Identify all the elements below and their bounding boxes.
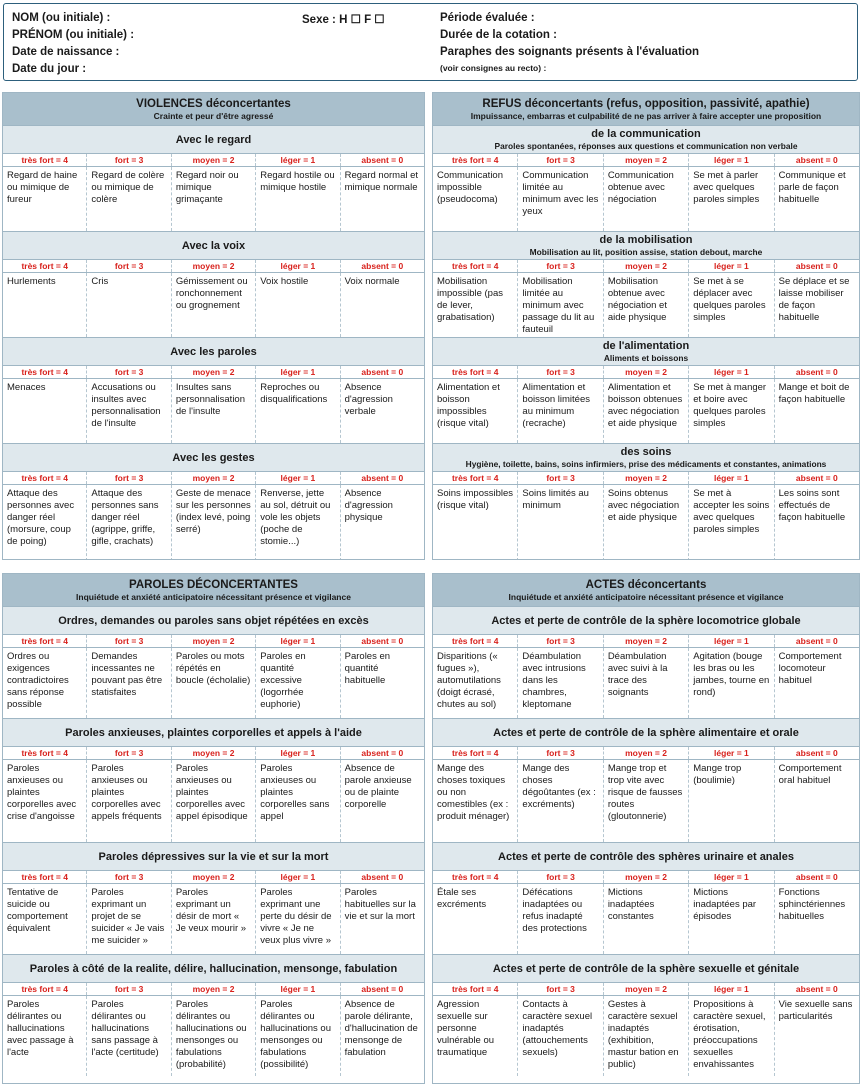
score-cell[interactable]: Paroles exprimant une perte du désir de vivre « Je ne veux plus vivre » [255,884,339,954]
cell-row [3,884,424,954]
paroles-subtitle: Inquiétude et anxiété anticipatoire nécessitant présence et vigilance [76,592,351,602]
score-cell[interactable]: Paroles ou mots répétés en boucle (écholalie) [171,648,255,718]
level-label: moyen = 2 [603,871,688,883]
level-label: fort = 3 [517,366,602,378]
cell-row [3,996,424,1076]
score-cell[interactable]: Voix hostile [255,273,339,337]
level-row [433,746,859,760]
score-cell[interactable]: Reproches ou disqualifications [255,379,339,443]
cell-row [433,273,859,337]
violences-section-paroles-title: Avec les paroles [3,337,424,365]
score-cell[interactable]: Ordres ou exigences contradictoires sans réponse possible [7,651,69,710]
level-label: absent = 0 [774,366,859,378]
level-label: fort = 3 [517,747,602,759]
level-label: moyen = 2 [603,260,688,272]
level-label: moyen = 2 [171,747,255,759]
level-label: absent = 0 [340,983,424,995]
level-label: léger = 1 [255,154,339,166]
actes-section-alimentaire-title: Actes et perte de contrôle de la sphère alimentaire et orale [433,718,859,746]
level-label: moyen = 2 [603,366,688,378]
score-cell[interactable]: Paroles en quantité habituelle [340,648,424,718]
score-cell[interactable]: Accusations ou insultes avec personnalisation de l'insulte [86,379,170,443]
refus-section-mobilisation [433,231,859,259]
level-label: moyen = 2 [603,472,688,484]
cell-row [433,379,859,443]
level-label: très fort = 4 [21,872,68,882]
score-cell[interactable]: Alimentation et boisson obtenues avec négociation et aide physique [603,379,688,443]
level-label: très fort = 4 [451,872,499,882]
score-cell[interactable]: Cris [86,273,170,337]
cell-row [3,648,424,718]
level-row [3,982,424,996]
section-title: des soins [620,446,672,458]
level-label: fort = 3 [517,154,602,166]
score-cell[interactable]: Tentative de suicide ou comportement équivalent [7,887,68,934]
duree-field[interactable]: Durée de la cotation : [440,29,557,41]
score-cell[interactable]: Paroles anxieuses ou plaintes corporelles sans appel [255,760,339,842]
score-cell[interactable]: Mange et boit de façon habituelle [774,379,859,443]
violences-section-gestes-title: Avec les gestes [3,443,424,471]
actes-subtitle: Inquiétude et anxiété anticipatoire nécessitant présence et vigilance [508,592,784,602]
level-label: très fort = 4 [21,636,68,646]
sexe-field[interactable]: Sexe : H ☐ F ☐ [302,14,385,26]
refus-title: REFUS déconcertants (refus, opposition, passivité, apathie) [482,98,810,110]
cell-row [433,996,859,1076]
level-label: fort = 3 [517,472,602,484]
score-cell[interactable]: Absence de parole délirante, d'hallucination de mensonge de fabulation [340,996,424,1076]
level-label: moyen = 2 [171,871,255,883]
score-cell[interactable]: Absence d'agression verbale [340,379,424,443]
consignes-note: (voir consignes au recto) : [440,63,547,73]
level-label: très fort = 4 [451,473,499,483]
level-row [3,746,424,760]
section-subtitle: Paroles spontanées, réponses aux questions et communication non verbale [494,141,798,151]
actes-box [432,573,860,1084]
level-label: très fort = 4 [21,367,68,377]
level-label: léger = 1 [688,983,773,995]
score-cell[interactable]: Communication obtenue avec négociation [603,167,688,231]
score-cell[interactable]: Absence d'agression physique [340,485,424,560]
level-label: très fort = 4 [451,261,499,271]
level-label: absent = 0 [340,747,424,759]
cell-row [433,648,859,718]
score-cell[interactable]: Mange des choses dégoûtantes (ex : excréments) [517,760,602,842]
score-cell[interactable]: Paroles délirantes ou hallucinations avec passage à l'acte [7,999,74,1058]
level-label: fort = 3 [86,635,170,647]
score-cell[interactable]: Attaque des personnes avec danger réel (morsure, coup de poing) [7,488,75,547]
score-cell[interactable]: Agression sexuelle sur personne vulnérable ou traumatique [437,999,495,1058]
cell-row [433,884,859,954]
violences-section-voix-title: Avec la voix [3,231,424,259]
score-cell[interactable]: Paroles anxieuses ou plaintes corporelles avec appels fréquents [86,760,170,842]
level-row [3,634,424,648]
score-cell[interactable]: Geste de menace sur les personnes (index levé, poing serré) [171,485,255,560]
level-label: absent = 0 [340,366,424,378]
cell-row [3,760,424,842]
level-label: moyen = 2 [603,983,688,995]
level-label: très fort = 4 [451,748,499,758]
level-label: fort = 3 [86,154,170,166]
level-label: très fort = 4 [451,984,499,994]
score-cell[interactable]: Mobilisation impossible (pas de lever, grabatisation) [437,276,503,323]
score-cell[interactable]: Propositions à caractère sexuel, érotisation, préoccupations sexuelles envahissantes [688,996,773,1076]
level-label: léger = 1 [255,366,339,378]
level-label: fort = 3 [86,260,170,272]
level-label: absent = 0 [774,154,859,166]
score-cell[interactable]: Communique et parle de façon habituelle [774,167,859,231]
level-label: absent = 0 [774,747,859,759]
score-cell[interactable]: Hurlements [7,276,56,287]
level-row [433,471,859,485]
score-cell[interactable]: Mange trop (boulimie) [688,760,773,842]
score-cell[interactable]: Mictions inadaptées par épisodes [688,884,773,954]
level-row [433,365,859,379]
level-label: moyen = 2 [171,260,255,272]
paroles-section-anxieuses-title: Paroles anxieuses, plaintes corporelles et appels à l'aide [3,718,424,746]
paroles-title: PAROLES DÉCONCERTANTES [129,579,298,591]
level-label: léger = 1 [688,871,773,883]
level-row [3,365,424,379]
score-cell[interactable]: Contacts à caractère sexuel inadaptés (attouchements sexuels) [517,996,602,1076]
level-label: fort = 3 [517,260,602,272]
periode-field[interactable]: Période évaluée : [440,12,535,24]
level-label: fort = 3 [86,472,170,484]
violences-box [2,92,425,560]
level-label: très fort = 4 [21,984,68,994]
paroles-box [2,573,425,1084]
level-row [3,259,424,273]
level-row [433,982,859,996]
cell-row [3,167,424,231]
level-label: absent = 0 [774,472,859,484]
cell-row [3,485,424,560]
score-cell[interactable]: Se met à se déplacer avec quelques paroles simples [688,273,773,337]
paroles-section-ordres-title: Ordres, demandes ou paroles sans objet répétées en excès [3,606,424,634]
level-label: léger = 1 [255,983,339,995]
level-label: absent = 0 [774,635,859,647]
score-cell[interactable]: Comportement oral habituel [774,760,859,842]
violences-section-regard-title: Avec le regard [3,125,424,153]
section-title: de l'alimentation [602,340,690,352]
level-label: très fort = 4 [451,636,499,646]
level-label: très fort = 4 [21,473,68,483]
refus-box [432,92,860,560]
score-cell[interactable]: Mobilisation obtenue avec négociation et aide physique [603,273,688,337]
score-cell[interactable]: Alimentation et boisson impossibles (risque vital) [437,382,500,429]
level-label: léger = 1 [688,635,773,647]
score-cell[interactable]: Disparitions (« fugues »), automutilations (doigt écrasé, chutes au sol) [437,651,501,710]
score-cell[interactable]: Absence de parole anxieuse ou de plainte corporelle [340,760,424,842]
actes-section-sexuelle-title: Actes et perte de contrôle de la sphère sexuelle et génitale [433,954,859,982]
paroles-section-depressives-title: Paroles dépressives sur la vie et sur la mort [3,842,424,870]
score-cell[interactable]: Regard hostile ou mimique hostile [255,167,339,231]
level-row [3,471,424,485]
refus-section-soins [433,443,859,471]
score-cell[interactable]: Communication limitée au minimum avec les yeux [517,167,602,231]
score-cell[interactable]: Demandes incessantes ne pouvant pas être statisfaites [86,648,170,718]
score-cell[interactable]: Communication impossible (pseudocoma) [437,170,503,205]
level-label: très fort = 4 [21,748,68,758]
score-cell[interactable]: Se met à parler avec quelques paroles simples [688,167,773,231]
level-label: léger = 1 [688,747,773,759]
violences-title: VIOLENCES déconcertantes [136,98,291,110]
paroles-section-realite-title: Paroles à côté de la realite, délire, hallucination, mensonge, fabulation [3,954,424,982]
score-cell[interactable]: Vie sexuelle sans particularités [774,996,859,1076]
level-label: léger = 1 [688,472,773,484]
cell-row [433,167,859,231]
score-cell[interactable]: Comportement locomoteur habituel [774,648,859,718]
paraphes-field[interactable]: Paraphes des soignants présents à l'évaluation [440,46,700,58]
score-cell[interactable]: Paroles délirantes ou hallucinations ou mensonges ou fabulations (probabilité) [171,996,255,1076]
score-cell[interactable]: Regard de haine ou mimique de fureur [7,170,78,205]
score-cell[interactable]: Déambulation avec intrusions dans les chambres, kleptomane [517,648,602,718]
level-label: léger = 1 [688,260,773,272]
level-label: fort = 3 [517,871,602,883]
section-subtitle: Aliments et boissons [603,353,689,363]
score-cell[interactable]: Regard normal et mimique normale [340,167,424,231]
date-naissance-field[interactable]: Date de naissance : [12,46,120,58]
score-cell[interactable]: Soins obtenus avec négociation et aide physique [603,485,688,560]
score-cell[interactable]: Voix normale [340,273,424,337]
score-cell[interactable]: Paroles habituelles sur la vie et sur la mort [340,884,424,954]
level-label: absent = 0 [774,871,859,883]
level-row [3,870,424,884]
score-cell[interactable]: Étale ses excréments [437,887,487,910]
score-cell[interactable]: Soins impossibles (risque vital) [437,488,514,511]
score-cell[interactable]: Soins limités au minimum [517,485,602,560]
date-jour-field[interactable]: Date du jour : [12,63,87,75]
level-row [433,153,859,167]
cell-row [433,485,859,560]
level-label: léger = 1 [255,472,339,484]
score-cell[interactable]: Déambulation avec suivi à la trace des soignants [603,648,688,718]
level-label: fort = 3 [517,635,602,647]
score-cell[interactable]: Alimentation et boisson limitées au minimum (recrache) [517,379,602,443]
level-label: moyen = 2 [171,366,255,378]
cell-row [3,273,424,337]
actes-title: ACTES déconcertants [585,579,707,591]
score-cell[interactable]: Regard noir ou mimique grimaçante [171,167,255,231]
level-row [433,259,859,273]
score-cell[interactable]: Mobilisation limitée au minimum avec passage du lit au fauteuil [517,273,602,337]
score-cell[interactable]: Défécations inadaptées ou refus inadapté des protections [517,884,602,954]
level-label: fort = 3 [86,983,170,995]
score-cell[interactable]: Se met à manger et boire avec quelques paroles simples [688,379,773,443]
violences-header [3,93,424,125]
refus-subtitle: Impuissance, embarras et culpabilité de ne pas arriver à faire accepter une proposition [470,111,822,121]
score-cell[interactable]: Paroles exprimant un désir de mort « Je veux mourir » [171,884,255,954]
refus-section-communication [433,125,859,153]
score-cell[interactable]: Regard de colère ou mimique de colère [86,167,170,231]
level-label: moyen = 2 [603,635,688,647]
level-label: absent = 0 [340,635,424,647]
score-cell[interactable]: Paroles délirantes ou hallucinations ou mensonges ou fabulations (possibilité) [255,996,339,1076]
violences-subtitle: Crainte et peur d'être agressé [153,111,274,121]
score-cell[interactable]: Paroles délirantes ou hallucinations sans passage à l'acte (certitude) [86,996,170,1076]
level-label: très fort = 4 [451,367,499,377]
refus-header [433,93,859,125]
score-cell[interactable]: Se déplace et se laisse mobiliser de façon habituelle [774,273,859,337]
score-cell[interactable]: Fonctions sphinctériennes habituelles [774,884,859,954]
prenom-field[interactable]: PRÉNOM (ou initiale) : [12,29,135,41]
score-cell[interactable]: Paroles exprimant un projet de se suicider « Je vais me suicider » [86,884,170,954]
section-subtitle: Mobilisation au lit, position assise, station debout, marche [529,247,763,257]
score-cell[interactable]: Paroles anxieuses ou plaintes corporelles avec crise d'angoisse [7,763,77,822]
level-label: moyen = 2 [603,747,688,759]
score-cell[interactable]: Mange trop et trop vite avec risque de fausses routes (gloutonnerie) [603,760,688,842]
level-label: absent = 0 [340,472,424,484]
level-label: léger = 1 [255,747,339,759]
score-cell[interactable]: Insultes sans personnalisation de l'insulte [171,379,255,443]
level-label: moyen = 2 [171,154,255,166]
level-label: léger = 1 [255,871,339,883]
level-label: moyen = 2 [603,154,688,166]
level-label: moyen = 2 [171,983,255,995]
actes-section-urinaire-title: Actes et perte de contrôle des sphères urinaire et anales [433,842,859,870]
score-cell[interactable]: Se met à accepter les soins avec quelques paroles simples [688,485,773,560]
cell-row [3,379,424,443]
level-label: absent = 0 [340,260,424,272]
level-label: léger = 1 [688,366,773,378]
score-cell[interactable]: Mange des choses toxiques ou non comestibles (ex : produit ménager) [437,763,510,822]
score-cell[interactable]: Agitation (bouge les bras ou les jambes, tourne en rond) [688,648,773,718]
score-cell[interactable]: Gestes à caractère sexuel inadaptés (exhibition, mastur bation en public) [603,996,688,1076]
level-label: absent = 0 [774,983,859,995]
actes-section-locomotrice-title: Actes et perte de contrôle de la sphère locomotrice globale [433,606,859,634]
score-cell[interactable]: Attaque des personnes sans danger réel (agrippe, griffe, gifle, crachats) [86,485,170,560]
level-row [433,634,859,648]
section-title: de la mobilisation [599,234,693,246]
score-cell[interactable]: Renverse, jette au sol, détruit ou vole les objets (poche de stomie...) [255,485,339,560]
level-label: moyen = 2 [171,635,255,647]
section-title: de la communication [591,128,701,140]
level-label: absent = 0 [340,154,424,166]
actes-header [433,574,859,606]
score-cell[interactable]: Mictions inadaptées constantes [603,884,688,954]
section-subtitle: Hygiène, toilette, bains, soins infirmiers, prise des médicaments et constantes, animations [465,459,827,469]
level-label: très fort = 4 [451,155,499,165]
level-label: très fort = 4 [21,261,68,271]
level-label: léger = 1 [255,260,339,272]
score-cell[interactable]: Paroles anxieuses ou plaintes corporelles avec appel épisodique [171,760,255,842]
nom-field[interactable]: NOM (ou initiale) : [12,12,111,24]
score-cell[interactable]: Menaces [7,382,46,393]
patient-info-header [3,3,858,81]
level-row [433,870,859,884]
level-label: fort = 3 [86,871,170,883]
level-label: fort = 3 [517,983,602,995]
level-label: moyen = 2 [171,472,255,484]
score-cell[interactable]: Gémissement ou ronchonnement ou grognement [171,273,255,337]
score-cell[interactable]: Les soins sont effectués de façon habituelle [774,485,859,560]
cell-row [433,760,859,842]
level-label: fort = 3 [86,366,170,378]
level-label: léger = 1 [255,635,339,647]
level-label: absent = 0 [340,871,424,883]
level-label: léger = 1 [688,154,773,166]
level-label: absent = 0 [774,260,859,272]
level-label: très fort = 4 [21,155,68,165]
level-label: fort = 3 [86,747,170,759]
paroles-header [3,574,424,606]
score-cell[interactable]: Paroles en quantité excessive (logorrhée euphorie) [255,648,339,718]
refus-section-alimentation [433,337,859,365]
level-row [3,153,424,167]
